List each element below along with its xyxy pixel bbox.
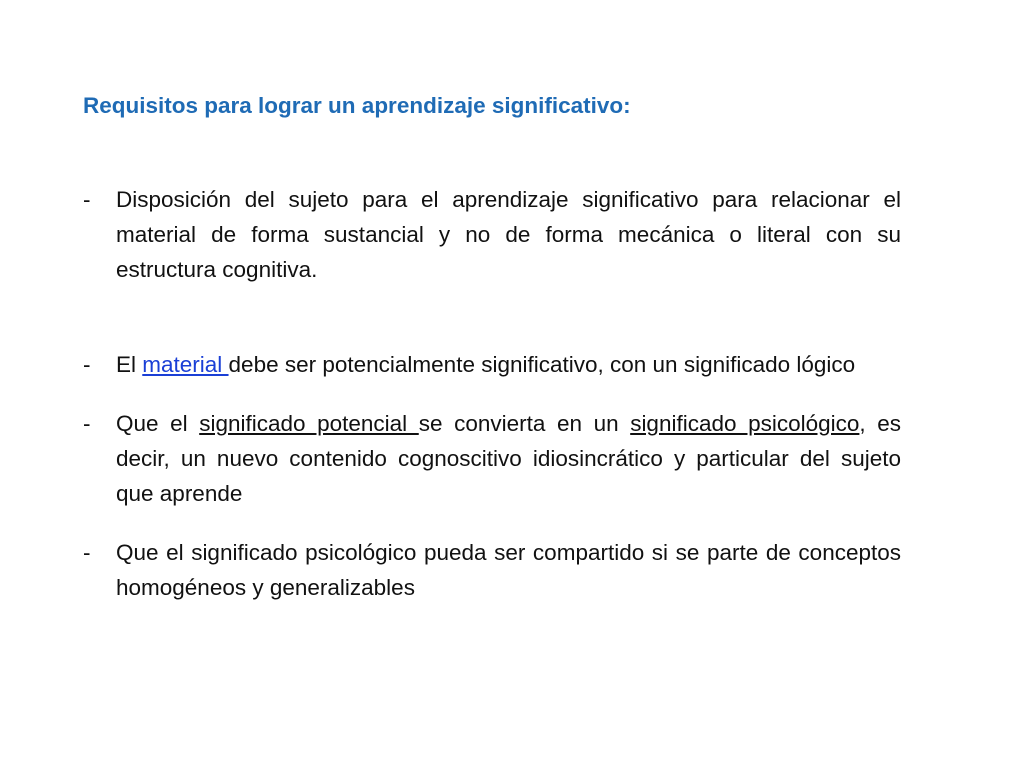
list-item [83,406,901,511]
list-item [83,347,901,382]
list-item [83,182,901,287]
bullet-dash: - [83,540,91,565]
bullet-dash: - [83,187,91,212]
item-text-suffix: , es decir, un nuevo contenido cognoscitivo idiosincrático y particular del sujeto que aprende [116,411,901,506]
underlined-term-potential: significado potencial [199,411,419,436]
requirements-list [83,182,901,605]
list-item [83,535,901,605]
slide-title: Requisitos para lograr un aprendizaje significativo: [83,93,631,118]
underlined-term-psychological: significado psicológico [630,411,860,436]
bullet-dash: - [83,352,91,377]
item-text-prefix: Que el [116,411,200,436]
item-text: Que el significado psicológico pueda ser compartido si se parte de conceptos homogéneos y generalizables [116,540,901,600]
item-text-middle: se convierta en un [418,411,631,436]
item-text-prefix: El [116,352,143,377]
material-link[interactable]: material [142,352,229,377]
item-text: Disposición del sujeto para el aprendizaje significativo para relacionar el material de forma sustancial y no de forma mecánica o literal con su estructura cognitiva. [116,187,901,282]
bullet-dash: - [83,411,91,436]
item-text-suffix: debe ser potencialmente significativo, con un significado lógico [228,352,856,377]
